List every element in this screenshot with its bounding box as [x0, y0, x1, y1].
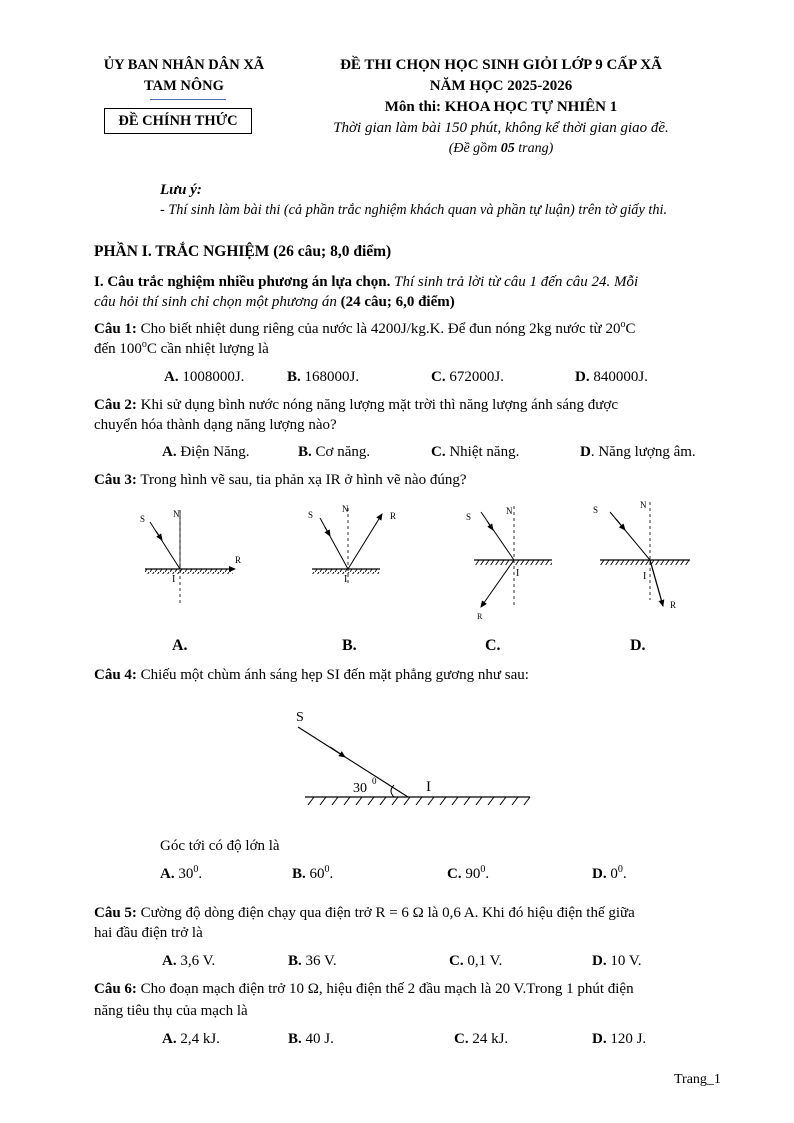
- exam-pages: (Đề gồm 05 trang): [448, 141, 554, 156]
- q3-c-label-i: I: [516, 568, 520, 579]
- q4-option-a[interactable]: A. $30^0$.: [160, 864, 203, 882]
- q3-figures: [120, 494, 700, 630]
- q2-option-a[interactable]: A. Điện Năng.: [162, 444, 250, 460]
- org-underline: [150, 99, 226, 100]
- q5-text-1: Câu 5: Cường độ dòng điện chạy qua điện trở R = 6 Ω là 0,6 A. Khi đó hiệu điện thế giữa: [94, 905, 635, 921]
- q5-option-c[interactable]: C. 0,1 V.: [449, 953, 503, 969]
- q4-label-i: I: [426, 779, 431, 795]
- q2-text-2: chuyển hóa thành dạng năng lượng nào?: [94, 417, 337, 433]
- q4-angle-degree: 0: [372, 776, 377, 786]
- q3-figure-c: [466, 506, 552, 621]
- q6-option-a[interactable]: A. 2,4 kJ.: [162, 1031, 220, 1047]
- q3-c-label-r: R: [477, 612, 483, 621]
- q3-a-label-n: N: [173, 509, 180, 519]
- q4-figure: [290, 705, 540, 805]
- q2-option-d[interactable]: D. Năng lượng âm.: [580, 444, 696, 460]
- q1-option-d[interactable]: D. 840000J.: [575, 369, 648, 385]
- q4-option-d[interactable]: D. $0^0$.: [592, 864, 627, 882]
- page-number: Trang_1: [674, 1072, 721, 1087]
- exam-title-1: ĐỀ THI CHỌN HỌC SINH GIỎI LỚP 9 CẤP XÃ: [340, 57, 662, 73]
- exam-title-2: NĂM HỌC 2025-2026: [429, 78, 573, 94]
- q5-option-a[interactable]: A. 3,6 V.: [162, 953, 216, 969]
- q3-text: Câu 3: Trong hình vẽ sau, tia phản xạ IR ở hình vẽ nào đúng?: [94, 472, 467, 488]
- q6-option-c[interactable]: C. 24 kJ.: [454, 1031, 509, 1047]
- q4-angle-value: 30: [353, 781, 367, 796]
- q6-option-b[interactable]: B. 40 J.: [288, 1031, 334, 1047]
- q3-label-c[interactable]: C.: [485, 637, 501, 654]
- q6-option-d[interactable]: D. 120 J.: [592, 1031, 647, 1047]
- q4-option-c[interactable]: C. $90^0$.: [447, 864, 490, 882]
- exam-subject: Môn thi: KHOA HỌC TỰ NHIÊN 1: [384, 99, 618, 115]
- q3-c-label-s: S: [466, 512, 472, 522]
- q3-figure-a: [140, 509, 241, 606]
- q3-b-label-i: I: [344, 574, 348, 585]
- q3-b-label-n: N: [342, 504, 349, 514]
- note-text: - Thí sinh làm bài thi (cả phần trắc nghiệm khách quan và phần tự luận) trên tờ giấy thi.: [160, 202, 668, 218]
- q4-text: Câu 4: Chiếu một chùm ánh sáng hẹp SI đến mặt phẳng gương như sau:: [94, 667, 529, 683]
- q3-b-label-r: R: [390, 511, 397, 521]
- q3-c-label-n: N: [506, 506, 513, 516]
- q3-a-label-i: I: [172, 574, 176, 585]
- q3-d-label-n: N: [640, 500, 647, 510]
- q2-text-1: Câu 2: Khi sử dụng bình nước nóng năng lượng mặt trời thì năng lượng ánh sáng được: [94, 397, 619, 413]
- page-count: 05: [500, 141, 515, 156]
- part1-title: PHẦN I. TRẮC NGHIỆM (26 câu; 8,0 điểm): [94, 243, 392, 260]
- q4-option-b[interactable]: B. $60^0$.: [292, 864, 334, 882]
- q3-label-a[interactable]: A.: [172, 637, 188, 654]
- q3-b-label-s: S: [308, 510, 314, 520]
- q3-a-label-r: R: [235, 555, 242, 565]
- q5-option-b[interactable]: B. 36 V.: [288, 953, 337, 969]
- org-line-1: ỦY BAN NHÂN DÂN XÃ: [103, 57, 265, 73]
- q3-figure-d: [593, 500, 690, 610]
- q1-option-b[interactable]: B. 168000J.: [287, 369, 360, 385]
- q3-d-label-s: S: [593, 505, 599, 515]
- org-line-2: TAM NÔNG: [144, 78, 224, 94]
- q1-option-c[interactable]: C. 672000J.: [431, 369, 504, 385]
- q4-label-s: S: [296, 710, 304, 725]
- q3-figure-b: [308, 504, 396, 586]
- q3-a-label-s: S: [140, 514, 146, 524]
- section-intro-1: I. Câu trắc nghiệm nhiều phương án lựa chọn. Thí sinh trả lời từ câu 1 đến câu 24. Mỗi: [94, 274, 639, 290]
- section-intro-2: câu hỏi thí sinh chỉ chọn một phương án (24 câu; 6,0 điểm): [94, 294, 455, 310]
- q1-option-a[interactable]: A. 1008000J.: [164, 369, 245, 385]
- note-title: Lưu ý:: [160, 182, 202, 198]
- q4-question: Góc tới có độ lớn là: [160, 838, 280, 854]
- exam-duration: Thời gian làm bài 150 phút, không kể thời gian giao đề.: [333, 120, 669, 136]
- q3-d-label-i: I: [643, 571, 647, 582]
- q2-option-c[interactable]: C. Nhiệt năng.: [431, 444, 520, 460]
- q5-option-d[interactable]: D. 10 V.: [592, 953, 642, 969]
- q2-option-b[interactable]: B. Cơ năng.: [298, 444, 371, 460]
- q5-text-2: hai đầu điện trở là: [94, 925, 203, 941]
- q6-text-1: Câu 6: Cho đoạn mạch điện trở 10 Ω, hiệu điện thế 2 đầu mạch là 20 V.Trong 1 phút điện: [94, 981, 634, 997]
- q1-text-2: đến 100$^o$C cần nhiệt lượng là: [94, 339, 269, 357]
- official-box: ĐỀ CHÍNH THỨC: [104, 108, 252, 134]
- q1-text-1: Câu 1: Cho biết nhiệt dung riêng của nước là 4200J/kg.K. Để đun nóng 2kg nước từ 20$^o$C: [94, 319, 636, 337]
- q6-text-2: năng tiêu thụ của mạch là: [94, 1003, 248, 1019]
- q3-d-label-r: R: [670, 600, 677, 610]
- q3-label-d[interactable]: D.: [630, 637, 646, 654]
- q3-label-b[interactable]: B.: [342, 637, 357, 654]
